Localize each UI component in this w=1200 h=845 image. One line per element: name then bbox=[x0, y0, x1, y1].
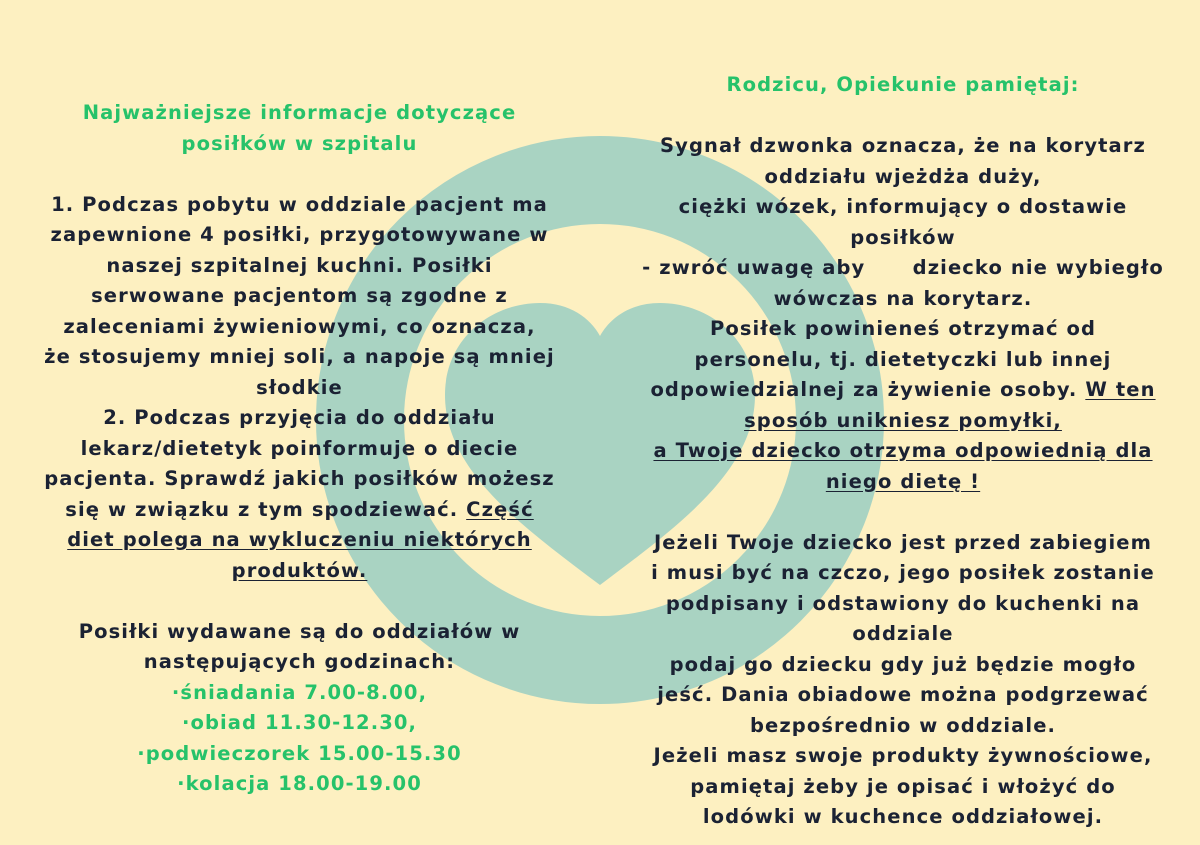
text-line: Posiłek powinieneś otrzymać od bbox=[709, 317, 1097, 340]
text-line: 1. Podczas pobytu w oddziale pacjent ma bbox=[51, 192, 548, 216]
underlined-text: Część bbox=[466, 497, 534, 521]
text-line: naszej szpitalnej kuchni. Posiłki bbox=[106, 253, 493, 277]
text-line: i musi być na czczo, jego posiłek zostanie bbox=[651, 561, 1155, 584]
text-line: pamiętaj żeby je opisać i włożyć do bbox=[690, 774, 1116, 798]
text-part: się w związku z tym spodziewać. bbox=[65, 497, 467, 521]
text-line: 2. Podczas przyjęcia do oddziału bbox=[103, 406, 496, 429]
paragraph-1 bbox=[612, 131, 1194, 497]
text-line: słodkie bbox=[256, 375, 343, 399]
title-line: Najważniejsze informacje dotyczące bbox=[82, 101, 517, 124]
underlined-line: a Twoje dziecko otrzyma odpowiednią dla bbox=[653, 439, 1153, 462]
text-line: lodówki w kuchence oddziałowej. bbox=[702, 805, 1104, 828]
title-line: posiłków w szpitalu bbox=[181, 131, 418, 155]
hours-intro bbox=[12, 617, 587, 678]
meal-item: ·kolacja 18.00-19.00 bbox=[177, 772, 422, 795]
text-line: Sygnał dzwonka oznacza, że na korytarz bbox=[660, 134, 1146, 157]
right-title bbox=[612, 70, 1194, 101]
text-line: podpisany i odstawiony do kuchenki na bbox=[665, 591, 1141, 615]
underlined-line: sposób unikniesz pomyłki, bbox=[744, 408, 1062, 432]
point-2 bbox=[12, 403, 587, 586]
meal-item: ·śniadania 7.00-8.00, bbox=[171, 680, 428, 704]
right-column bbox=[612, 70, 1194, 833]
underlined-text: W ten bbox=[1085, 378, 1156, 401]
text-line: bezpośrednio w oddziale. bbox=[749, 713, 1057, 737]
text-line: pacjenta. Sprawdź jakich posiłków możesz bbox=[44, 467, 555, 490]
text-line: personelu, tj. dietetyczki lub innej bbox=[694, 347, 1112, 371]
underlined-line: produktów. bbox=[231, 558, 368, 582]
title-line: Rodzicu, Opiekunie pamiętaj: bbox=[726, 73, 1080, 96]
text-line: zaleceniami żywieniowymi, co oznacza, bbox=[63, 314, 536, 338]
text-line: jeść. Dania obiadowe można podgrzewać bbox=[657, 683, 1149, 706]
text-line: następujących godzinach: bbox=[143, 650, 456, 673]
meal-item: ·obiad 11.30-12.30, bbox=[181, 711, 418, 734]
text-line: Posiłki wydawane są do oddziałów w bbox=[78, 619, 521, 643]
underlined-line: diet polega na wykluczeniu niektórych bbox=[67, 528, 532, 551]
text-line: zapewnione 4 posiłki, przygotowywane w bbox=[50, 223, 549, 246]
text-line bbox=[612, 375, 1194, 406]
left-title bbox=[12, 98, 587, 159]
meal-item: ·podwieczorek 15.00-15.30 bbox=[137, 741, 462, 765]
text-line bbox=[12, 495, 587, 526]
underlined-line: niego dietę ! bbox=[825, 469, 981, 493]
text-line: oddziale bbox=[852, 622, 954, 645]
text-line: lekarz/dietetyk poinformuje o diecie bbox=[80, 436, 519, 460]
meal-hours-list bbox=[12, 678, 587, 800]
paragraph-2 bbox=[612, 528, 1194, 833]
point-1 bbox=[12, 190, 587, 404]
text-line: Jeżeli Twoje dziecko jest przed zabiegiem bbox=[653, 530, 1153, 554]
text-line: podaj go dziecku gdy już będzie mogło bbox=[669, 652, 1137, 676]
text-line: Jeżeli masz swoje produkty żywnościowe, bbox=[653, 744, 1153, 767]
text-line: wówczas na korytarz. bbox=[773, 286, 1033, 310]
text-line: że stosujemy mniej soli, a napoje są mniej bbox=[44, 345, 555, 368]
text-line: serwowane pacjentom są zgodne z bbox=[91, 284, 508, 307]
text-part: odpowiedzialnej za żywienie osoby. bbox=[650, 378, 1086, 401]
text-line: - zwróć uwagę aby dziecko nie wybiegło bbox=[642, 256, 1164, 279]
text-line: ciężki wózek, informujący o dostawie bbox=[678, 195, 1128, 218]
left-column bbox=[12, 98, 587, 800]
text-line: oddziału wjeżdża duży, bbox=[764, 164, 1042, 188]
text-line: posiłków bbox=[850, 225, 956, 249]
